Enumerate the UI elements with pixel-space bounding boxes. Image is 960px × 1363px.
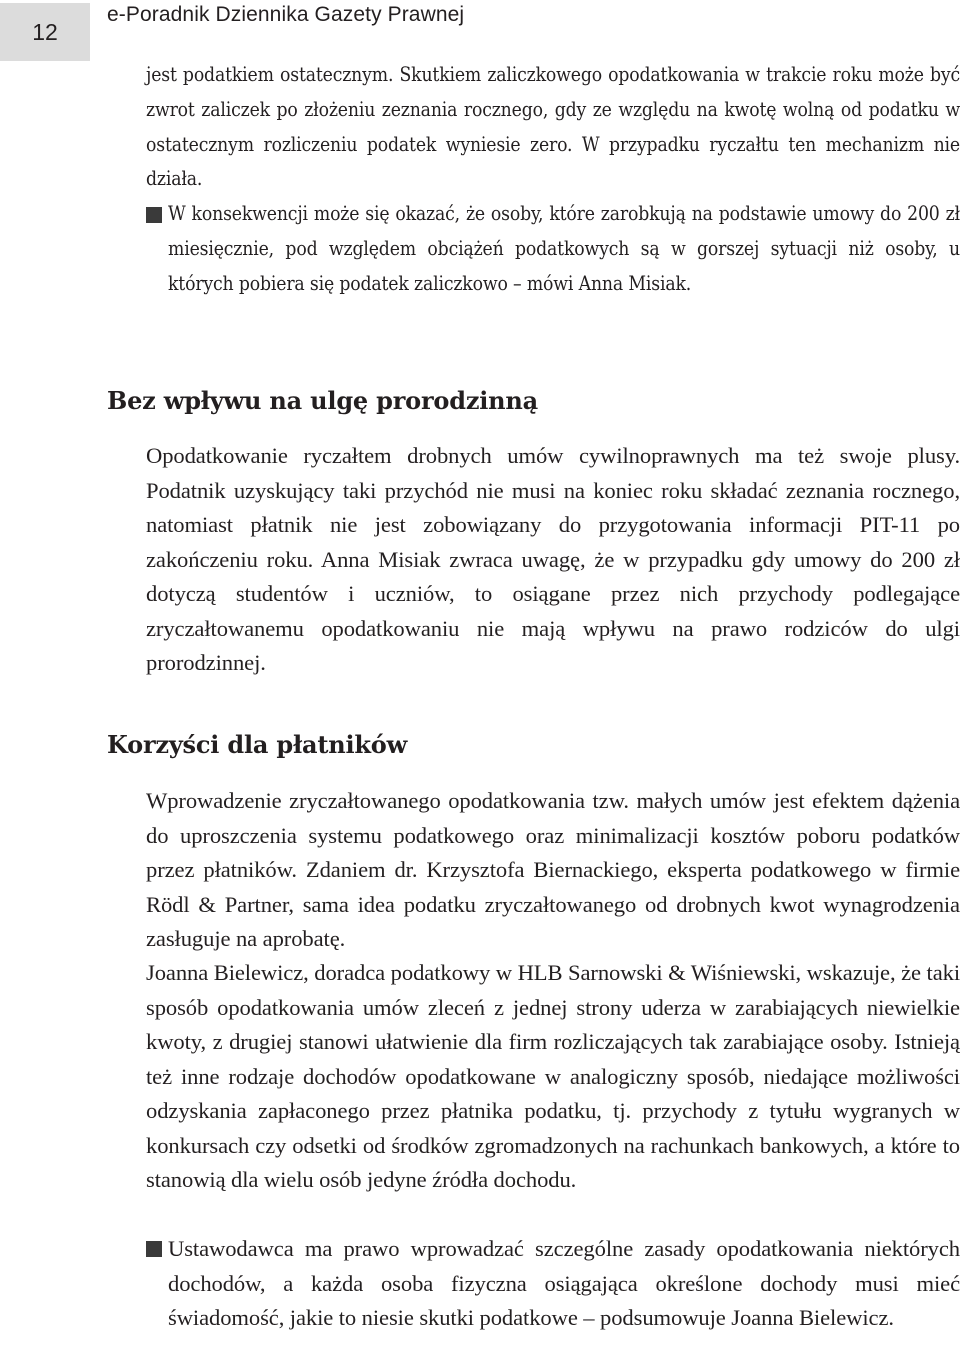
bullet-paragraph-2-text: Ustawodawca ma prawo wprowadzać szczególne zasady opodatkowania niektórych dochodów, a każda osoba fizyczna osiągająca określone dochody musi mieć świadomość, jakie to niesie skutki podatkowe – podsumowuje Joanna Bielewicz. [168, 1236, 960, 1330]
bullet-paragraph-1 [146, 197, 960, 301]
section-1-paragraph: Opodatkowanie ryczałtem drobnych umów cywilnoprawnych ma też swoje plusy. Podatnik uzyskujący taki przychód nie musi na koniec roku składać zeznania rocznego, natomiast płatnik nie jest zobowiązany do przygotowania informacji PIT-11 po zakończeniu roku. Anna Misiak zwraca uwagę, że w przypadku gdy umowy do 200 zł dotyczą studentów i uczniów, to osiągane przez nich przychody podlegające zryczałtowanemu opodatkowaniu nie mają wpływu na prawo rodziców do ulgi prorodzinnej. [146, 443, 960, 675]
section-2-paragraph-1: Wprowadzenie zryczałtowanego opodatkowania tzw. małych umów jest efektem dążenia do uproszczenia systemu podatkowego oraz minimalizacji kosztów poboru podatków przez płatników. Zdaniem dr. Krzysztofa Biernackiego, eksperta podatkowego w firmie Rödl & Partner, sama idea podatku zryczałtowanego od drobnych kwot wynagrodzenia zasługuje na aprobatę. [146, 788, 960, 951]
running-header-title: e-Poradnik Dziennika Gazety Prawnej [107, 3, 465, 26]
section-heading-ulga: Bez wpływu na ulgę prorodzinną [107, 386, 539, 415]
bullet-paragraph-2 [146, 1232, 960, 1336]
section-2-paragraph-2: Joanna Bielewicz, doradca podatkowy w HLB Sarnowski & Wiśniewski, wskazuje, że taki sposób opodatkowania umów zleceń z jednej strony uderza w zarabiających niewielkie kwoty, z drugiej stanowi ułatwienie dla firm rozliczających tak zarabiające osoby. Istnieją też inne rodzaje dochodów opodatkowane w analogiczny sposób, niedające możliwości odzyskania zapłaconego przez płatnika podatku, tj. przychody z tytułu wygranych w konkursach czy odsetki od środków zgromadzonych na rachunkach bankowych, a które to stanowią dla wielu osób jedyne źródła dochodu. [146, 960, 960, 1192]
square-bullet-icon [146, 207, 162, 223]
section-heading-platnicy: Korzyści dla płatników [107, 730, 408, 759]
bullet-paragraph-1-text: W konsekwencji może się okazać, że osoby, które zarobkują na podstawie umowy do 200 zł miesięcznie, pod względem obciążeń podatkowych są w gorszej sytuacji niż osoby, u których pobiera się podatek zaliczkowo – mówi Anna Misiak. [168, 202, 960, 295]
square-bullet-icon [146, 1241, 162, 1257]
page-number: 12 [0, 3, 90, 61]
intro-paragraph: jest podatkiem ostatecznym. Skutkiem zaliczkowego opodatkowania w trakcie roku może być zwrot zaliczek po złożeniu zeznania rocznego, gdy ze względu na kwotę wolną od podatku w ostatecznym rozliczeniu podatek wyniesie zero. W przypadku ryczałtu ten mechanizm nie działa. [146, 63, 960, 191]
